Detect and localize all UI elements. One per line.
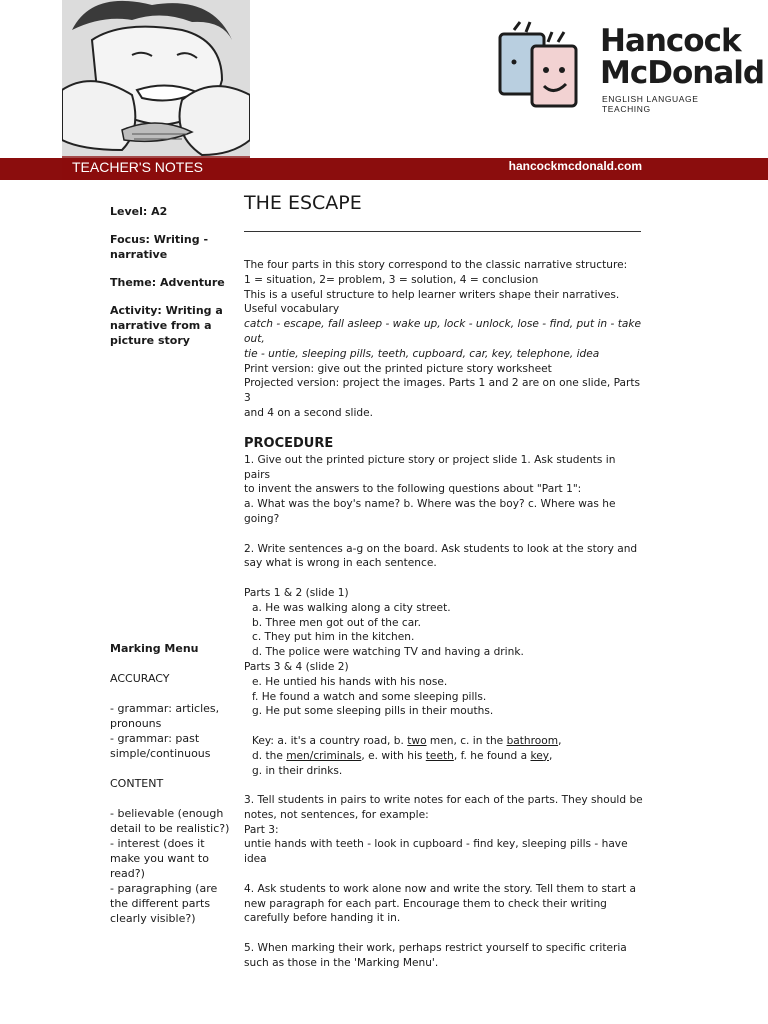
accuracy-heading: ACCURACY: [110, 672, 170, 685]
parts-heading: Parts 1 & 2 (slide 1): [244, 586, 349, 599]
level-label: Level: A2: [110, 205, 168, 218]
sentence-item: f. He found a watch and some sleeping pills.: [252, 690, 487, 703]
faces-logo-icon: [496, 20, 596, 112]
step-1: a. What was the boy's name? b. Where was the boy? c. Where was he: [244, 498, 616, 511]
step-1: going?: [244, 512, 280, 525]
theme-label: Theme: Adventure: [110, 276, 225, 289]
logo-text-line1: Hancock: [600, 23, 741, 59]
activity-label: Activity: Writing a narrative from a picture story: [110, 304, 223, 347]
marking-menu: [110, 641, 236, 926]
website-link[interactable]: hancockmcdonald.com: [508, 159, 642, 173]
projected-version: and 4 on a second slide.: [244, 406, 373, 419]
step-5: such as those in the 'Marking Menu'.: [244, 956, 439, 969]
step-3: notes, not sentences, for example:: [244, 808, 429, 821]
main-content: [244, 192, 644, 971]
step-3: 3. Tell students in pairs to write notes for each of the parts. They should be: [244, 794, 643, 807]
story-illustration: [62, 0, 250, 158]
sentence-item: a. He was walking along a city street.: [252, 601, 451, 614]
answer-key: Key: a. it's a country road, b. two men, c. in the bathroom,: [252, 734, 562, 747]
step-2: say what is wrong in each sentence.: [244, 557, 437, 570]
intro-line: Useful vocabulary: [244, 303, 340, 316]
step-2: 2. Write sentences a-g on the board. Ask students to look at the story and: [244, 542, 638, 555]
logo-text-line2: McDonald: [600, 55, 765, 91]
step-1: 1. Give out the printed picture story or project slide 1. Ask students in pairs: [244, 453, 616, 481]
answer-key: d. the men/criminals, e. with his teeth, f. he found a key,: [252, 749, 553, 762]
projected-version: Projected version: project the images. Parts 1 and 2 are on one slide, Parts 3: [244, 377, 641, 405]
sentence-item: c. They put him in the kitchen.: [252, 631, 415, 644]
step-3: idea: [244, 853, 267, 866]
sentence-item: g. He put some sleeping pills in their mouths.: [252, 705, 494, 718]
title-divider: [244, 231, 641, 232]
step-4: new paragraph for each part. Encourage them to check their writing: [244, 897, 607, 910]
vocab-line: catch - escape, fall asleep - wake up, lock - unlock, lose - find, put in - take out,: [244, 318, 641, 345]
step-3: Part 3:: [244, 823, 279, 836]
procedure-heading: PROCEDURE: [244, 435, 334, 451]
step-3: untie hands with teeth - look in cupboard - find key, sleeping pills - have: [244, 838, 628, 851]
teachers-notes-label: TEACHER'S NOTES: [62, 156, 250, 180]
step-4: carefully before handing it in.: [244, 912, 401, 925]
content-item: - believable (enough detail to be realistic?): [110, 807, 230, 835]
accuracy-item: - grammar: past simple/continuous: [110, 732, 211, 760]
intro-line: 1 = situation, 2= problem, 3 = solution, 4 = conclusion: [244, 273, 539, 286]
step-1: to invent the answers to the following questions about "Part 1":: [244, 483, 582, 496]
answer-key: g. in their drinks.: [252, 764, 343, 777]
content-item: - interest (does it make you want to read?): [110, 837, 209, 880]
accuracy-item: - grammar: articles, pronouns: [110, 702, 220, 730]
intro-line: The four parts in this story correspond to the classic narrative structure:: [244, 259, 628, 271]
hancock-mcdonald-logo: [496, 20, 765, 116]
sidebar-info: [110, 204, 236, 361]
sentence-item: e. He untied his hands with his nose.: [252, 675, 448, 688]
logo-subtitle: ENGLISH LANGUAGE TEACHING: [602, 94, 699, 114]
content-heading: CONTENT: [110, 777, 164, 790]
focus-label: Focus: Writing - narrative: [110, 233, 209, 261]
intro-line: This is a useful structure to help learner writers shape their narratives.: [244, 288, 620, 301]
sentence-item: b. Three men got out of the car.: [252, 616, 421, 629]
content-item: - paragraphing (are the different parts clearly visible?): [110, 882, 218, 925]
page-title: THE ESCAPE: [244, 192, 362, 214]
step-5: 5. When marking their work, perhaps restrict yourself to specific criteria: [244, 942, 627, 955]
vocab-line: tie - untie, sleeping pills, teeth, cupboard, car, key, telephone, idea: [244, 347, 600, 360]
marking-menu-heading: Marking Menu: [110, 642, 199, 655]
print-version: Print version: give out the printed picture story worksheet: [244, 362, 552, 375]
sentence-item: d. The police were watching TV and having a drink.: [252, 646, 524, 659]
step-4: 4. Ask students to work alone now and write the story. Tell them to start a: [244, 882, 636, 895]
parts-heading: Parts 3 & 4 (slide 2): [244, 660, 349, 673]
